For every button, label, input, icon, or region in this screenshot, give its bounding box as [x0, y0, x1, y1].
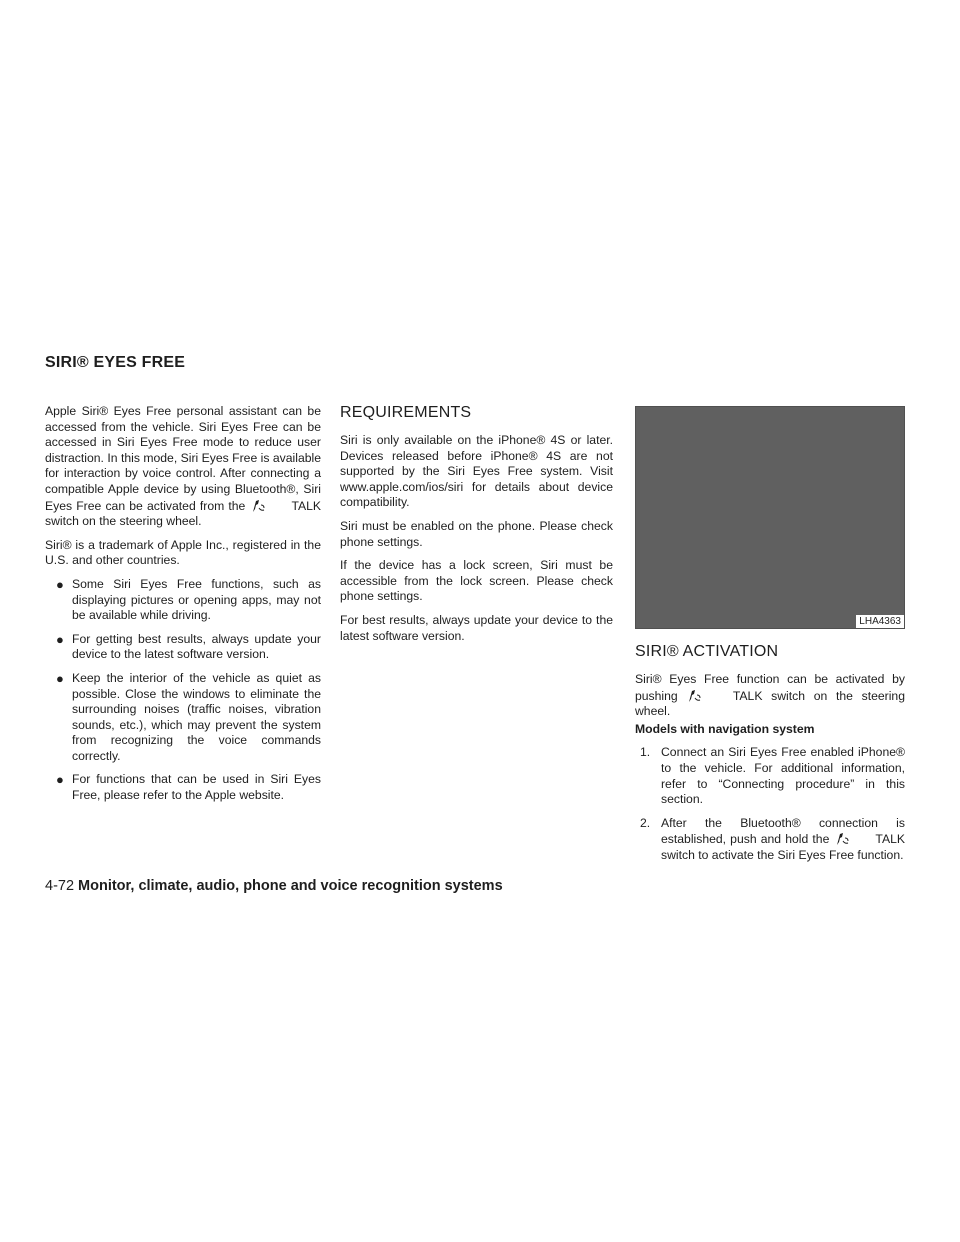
requirements-paragraph: Siri must be enabled on the phone. Please check phone settings. [340, 518, 613, 549]
bullet-icon: ● [56, 631, 64, 647]
navigation-subheading: Models with navigation system [635, 721, 815, 736]
page-number: 4-72 [45, 878, 75, 894]
page-title: SIRI® EYES FREE [45, 354, 186, 371]
intro-text-tail: TALK switch on the steering wheel. [45, 498, 322, 529]
page-footer [45, 878, 503, 894]
trademark-paragraph: Siri® is a trademark of Apple Inc., registered in the U.S. and other countries. [45, 537, 321, 568]
bullet-icon: ● [56, 670, 64, 686]
requirements-paragraph: If the device has a lock screen, Siri must be accessible from the lock screen. Please check phone settings. [340, 558, 613, 604]
figure-code: LHA4363 [856, 615, 904, 628]
list-item: 2. After the Bluetooth® connection is established, push and hold the TALK switch to activate the Siri Eyes Free function. [640, 815, 905, 862]
activation-heading: SIRI® ACTIVATION [635, 643, 779, 660]
activation-paragraph: Siri® Eyes Free function can be activated by pushing TALK switch on the steering wheel. [635, 672, 905, 719]
talk-switch-icon [250, 498, 288, 512]
intro-column [45, 404, 321, 812]
figure-image [635, 406, 905, 629]
bullet-icon: ● [56, 772, 64, 788]
list-item: ● For getting best results, always update your device to the latest software version. [56, 631, 321, 662]
chapter-title: Monitor, climate, audio, phone and voice recognition systems [78, 878, 503, 894]
intro-bullet-list [45, 577, 321, 804]
intro-paragraph [45, 404, 321, 530]
list-item: ● Keep the interior of the vehicle as quiet as possible. Close the windows to eliminate the surrounding noises (traffic noises, vibration sounds, etc.), which may prevent the system from recognizing the voice commands correctly. [56, 670, 321, 763]
talk-switch-icon [834, 831, 872, 845]
list-item: 1. Connect an Siri Eyes Free enabled iPhone® to the vehicle. For additional information, refer to “Connecting procedure” in this section. [640, 745, 905, 807]
bullet-icon: ● [56, 576, 64, 592]
activation-steps [635, 745, 905, 863]
requirements-paragraph: Siri is only available on the iPhone® 4S or later. Devices released before iPhone® 4S are not supported by the Siri Eyes Free system. Visit www.apple.com/ios/siri for details about device compatibility. [340, 433, 613, 510]
requirements-heading: REQUIREMENTS [340, 404, 472, 421]
requirements-paragraph: For best results, always update your device to the latest software version. [340, 612, 613, 643]
list-item: ● Some Siri Eyes Free functions, such as displaying pictures or opening apps, may not be available while driving. [56, 576, 321, 623]
talk-switch-icon [686, 688, 724, 702]
activation-column [635, 406, 905, 872]
list-item: ● For functions that can be used in Siri Eyes Free, please refer to the Apple website. [56, 772, 321, 803]
intro-text: Apple Siri® Eyes Free personal assistant can be accessed from the vehicle. Siri Eyes Free can be accessed in Siri Eyes Free mode to reduce user distraction. In this mode, Siri Eyes Free is available for interaction by voice control. After connecting a compatible Apple device by using Bluetooth®, Siri Eyes Free can be activated from the [45, 404, 321, 513]
requirements-column [340, 404, 613, 652]
